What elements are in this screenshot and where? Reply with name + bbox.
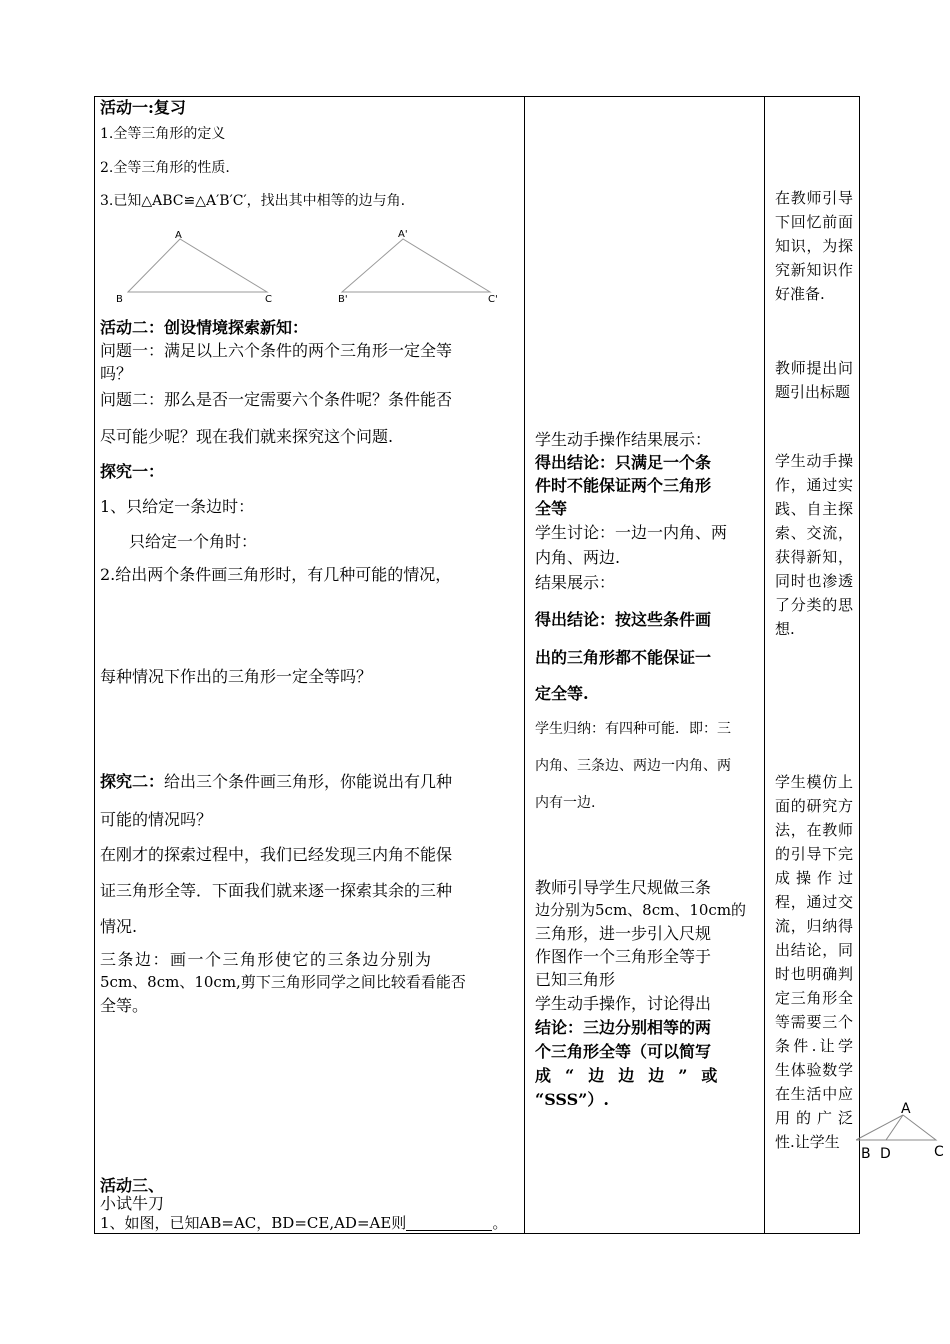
question2-line1: 问题二：那么是否一定需要六个条件呢？条件能否 <box>100 390 453 409</box>
explore1-title: 探究一： <box>100 462 165 481</box>
guide-line4: 作图作一个三角形全等于 <box>535 947 712 966</box>
note-question: 教师提出问题引出标题 <box>775 359 853 401</box>
triangles-figure <box>110 225 520 310</box>
note-explore: 学生动手操作，通过实践、自主探索、交流，获得新知，同时也渗透了分类的思想. <box>775 452 853 638</box>
guide-line2: 边分别为5cm、8cm、10cm的 <box>535 901 747 919</box>
figure-label-b: B <box>861 1146 871 1162</box>
conclusion1-line3: 全等 <box>535 499 568 518</box>
conclusion1-line2: 件时不能保证两个三角形 <box>535 476 712 495</box>
explore1-item1b: 只给定一个角时： <box>129 532 258 551</box>
explore1-item2: 2.给出两个条件画三角形时，有几种可能的情况， <box>100 565 452 584</box>
discussion-line1: 学生讨论：一边一内角、两 <box>535 523 728 542</box>
figure-triangle <box>856 1115 936 1140</box>
review-item-3: 3.已知△ABC≌△A′B′C′，找出其中相等的边与角. <box>100 193 406 209</box>
exercise-1-end: 。 <box>492 1214 508 1232</box>
exercise-figure <box>856 1098 946 1164</box>
exercise-1 <box>100 1216 507 1231</box>
sss-conclusion-line2: 个三角形全等（可以简写 <box>535 1042 712 1061</box>
figure-segment-ad <box>886 1115 903 1140</box>
explore1-item1: 1、只给定一条边时： <box>100 497 255 516</box>
conclusion2-line3: 定全等. <box>535 684 589 703</box>
triangle2-label-c: C' <box>488 294 498 305</box>
column-divider-1 <box>524 97 525 1233</box>
question2-line2: 尽可能少呢？现在我们就来探究这个问题. <box>100 427 394 446</box>
triangle-abc <box>128 239 267 292</box>
triangle1-label-a: A <box>175 230 182 241</box>
question1-line1: 问题一：满足以上六个条件的两个三角形一定全等 <box>100 341 453 360</box>
question1-line2: 吗？ <box>100 364 133 383</box>
summary-line2: 内角、三条边、两边一内角、两 <box>535 758 731 774</box>
review-item-2: 2.全等三角形的性质. <box>100 160 230 176</box>
review-item-1: 1.全等三角形的定义 <box>100 126 226 142</box>
summary-line3: 内有一边. <box>535 795 596 811</box>
guide-line3: 三角形，进一步引入尺规 <box>535 924 712 943</box>
result-heading-2: 结果展示： <box>535 573 616 592</box>
sss-conclusion-line1: 结论：三边分别相等的两 <box>535 1018 712 1037</box>
explore2-line4: 证三角形全等．下面我们就来逐一探索其余的三种 <box>100 881 453 900</box>
explore2-line2: 可能的情况吗？ <box>100 810 213 829</box>
result-heading: 学生动手操作结果展示： <box>535 430 712 449</box>
column-divider-2 <box>764 97 765 1233</box>
figure-label-c: C <box>934 1144 944 1160</box>
summary-line1: 学生归纳：有四种可能．即：三 <box>535 721 731 737</box>
activity3-title: 活动三、 <box>100 1176 165 1195</box>
activity3-subtitle: 小试牛刀 <box>100 1194 165 1213</box>
explore1-question: 每种情况下作出的三角形一定全等吗？ <box>100 667 373 686</box>
triangle2-label-b: B' <box>338 294 348 305</box>
sss-conclusion-line3: 成“边边边”或 <box>535 1066 732 1085</box>
sss-line2: 5cm、8cm、10cm,剪下三角形同学之间比较看看能否 <box>100 973 466 991</box>
sss-conclusion-line4: “SSS”）. <box>535 1090 609 1109</box>
triangle2-label-a: A' <box>398 229 408 240</box>
explore2-line5: 情况. <box>100 917 138 936</box>
triangle1-label-b: B <box>116 294 123 305</box>
guide-line5: 已知三角形 <box>535 970 616 989</box>
activity1-title: 活动一:复习 <box>100 98 186 117</box>
triangle1-label-c: C <box>265 294 272 305</box>
exercise-1-text: 1、如图，已知AB=AC，BD=CE,AD=AE则 <box>100 1214 407 1232</box>
note-sss: 学生模仿上面的研究方法，在教师的引导下完成操作过程，通过交流，归纳得出结论，同时也明确判定三角形全等需要三个条件.让学生体验数学在生活中应用的广泛性.让学生 <box>775 773 853 1151</box>
answer-blank[interactable] <box>406 1216 492 1231</box>
conclusion2-line1: 得出结论：按这些条件画 <box>535 610 712 629</box>
figure-label-a: A <box>901 1101 911 1117</box>
sss-line1: 三条边：画一个三角形使它的三条边分别为 <box>100 950 433 969</box>
activity2-title: 活动二：创设情境探索新知： <box>100 318 309 337</box>
conclusion1-line1: 得出结论：只满足一个条 <box>535 453 712 472</box>
operate-line: 学生动手操作，讨论得出 <box>535 994 712 1013</box>
explore2-line3: 在刚才的探索过程中，我们已经发现三内角不能保 <box>100 845 453 864</box>
note-review: 在教师引导下回忆前面知识，为探究新知识作好准备. <box>775 189 853 303</box>
triangle-a-prime <box>342 239 490 292</box>
sss-line3: 全等。 <box>100 996 149 1015</box>
guide-line1: 教师引导学生尺规做三条 <box>535 878 712 897</box>
explore2-title: 探究二： <box>100 772 165 791</box>
explore2-line1 <box>100 774 452 790</box>
explore2-line1-text: 给出三个条件画三角形，你能说出有几种 <box>164 772 453 791</box>
discussion-line2: 内角、两边. <box>535 548 621 567</box>
figure-label-d: D <box>880 1146 891 1162</box>
conclusion2-line2: 出的三角形都不能保证一 <box>535 648 712 667</box>
